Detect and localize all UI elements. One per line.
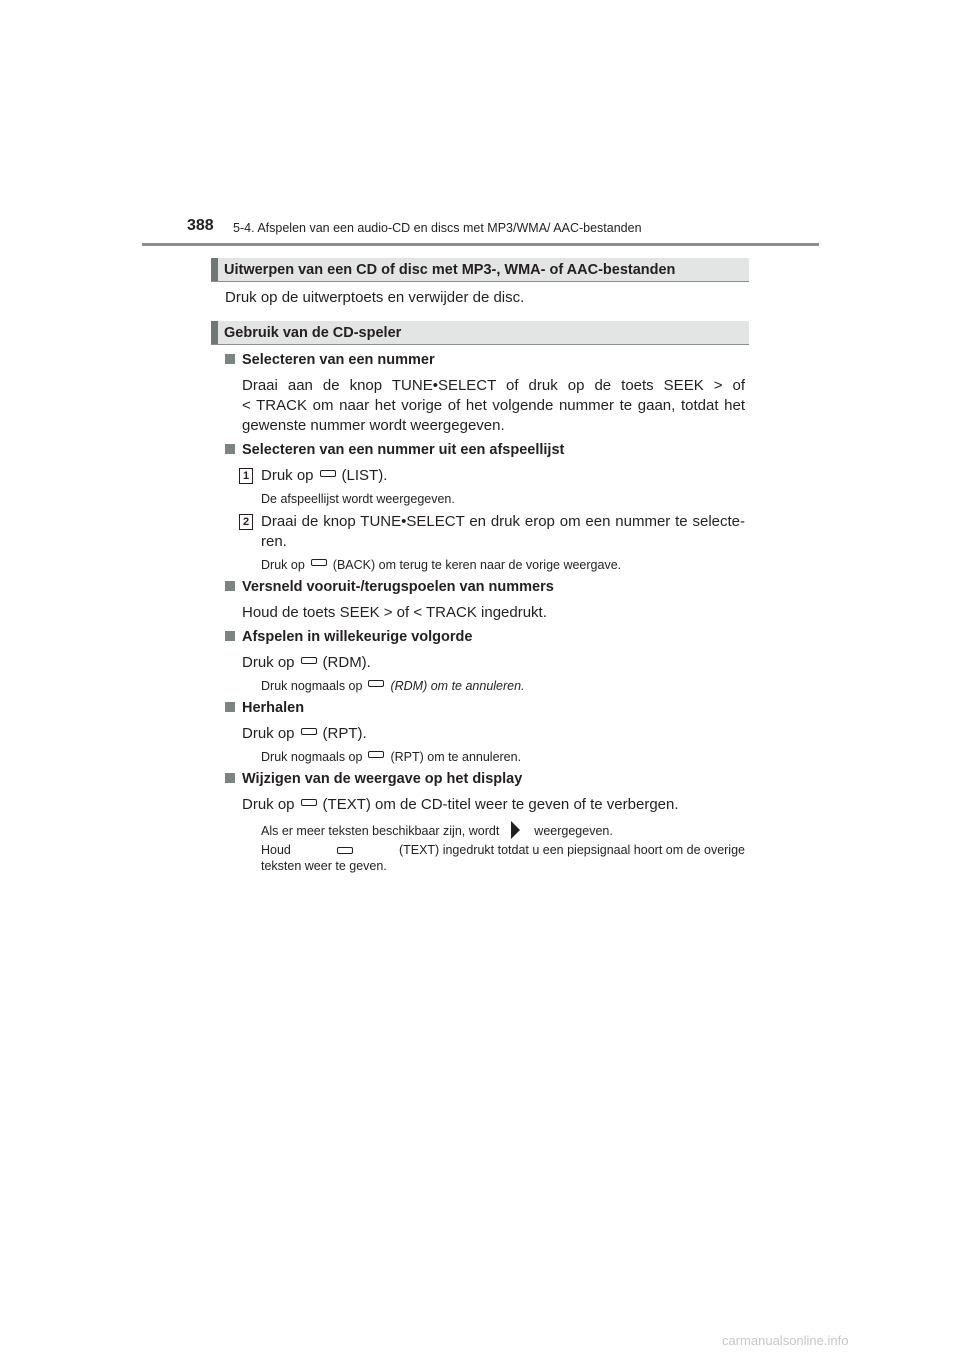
paragraph-line: < TRACK om naar het vorige of het volgende nummer te gaan, totdat het xyxy=(242,397,745,414)
square-bullet-icon xyxy=(225,581,235,591)
eject-body: Druk op de uitwerptoets en verwijder de disc. xyxy=(225,289,525,306)
note: De afspeellijst wordt weergegeven. xyxy=(261,492,455,506)
square-bullet-icon xyxy=(225,444,235,454)
square-bullet-icon xyxy=(225,354,235,364)
section-title: Uitwerpen van een CD of disc met MP3-, WMA- of AAC-bestanden xyxy=(224,262,676,278)
right-arrow-icon xyxy=(511,821,520,839)
button-icon xyxy=(311,559,327,566)
paragraph-line: Druk op (TEXT) om de CD-titel weer te geven of te verbergen. xyxy=(242,796,679,813)
square-bullet-icon xyxy=(225,773,235,783)
page-number: 388 xyxy=(187,217,214,234)
note: teksten weer te geven. xyxy=(261,859,387,873)
square-bullet-icon xyxy=(225,631,235,641)
bullet-heading: Selecteren van een nummer xyxy=(225,352,435,368)
header-rule xyxy=(142,243,819,246)
step-number-1: 1 xyxy=(239,468,253,484)
button-icon xyxy=(301,728,317,735)
button-icon xyxy=(368,751,384,758)
bullet-heading: Herhalen xyxy=(225,700,304,716)
bullet-heading: Selecteren van een nummer uit een afspeellijst xyxy=(225,442,564,458)
step-2-text: Draai de knop TUNE•SELECT en druk erop om een nummer te selecte- xyxy=(261,513,745,530)
section-heading-cd-player xyxy=(211,321,749,345)
button-icon xyxy=(320,470,336,477)
chapter-header: 5-4. Afspelen van een audio-CD en discs met MP3/WMA/ AAC-bestanden xyxy=(233,221,642,235)
paragraph-line: Druk op (RPT). xyxy=(242,725,367,742)
bullet-heading: Wijzigen van de weergave op het display xyxy=(225,771,522,787)
watermark: carmanualsonline.info xyxy=(722,1333,849,1348)
bullet-heading: Afspelen in willekeurige volgorde xyxy=(225,629,472,645)
note: Houd (TEXT) ingedrukt totdat u een piepsignaal hoort om de overige xyxy=(261,843,745,857)
note: Als er meer teksten beschikbaar zijn, wordt weergegeven. xyxy=(261,821,613,839)
note: Druk op (BACK) om terug te keren naar de vorige weergave. xyxy=(261,558,622,572)
paragraph-line: Houd de toets SEEK > of < TRACK ingedrukt. xyxy=(242,604,547,621)
section-title: Gebruik van de CD-speler xyxy=(224,325,402,341)
paragraph-line: gewenste nummer wordt weergegeven. xyxy=(242,417,505,434)
button-icon xyxy=(368,680,384,687)
bullet-heading: Versneld vooruit-/terugspoelen van nummers xyxy=(225,579,554,595)
paragraph-line: Draai aan de knop TUNE•SELECT of druk op de toets SEEK > of xyxy=(242,377,745,394)
step-1-text: Druk op (LIST). xyxy=(261,467,388,484)
note: Druk nogmaals op (RDM) om te annuleren. xyxy=(261,679,525,693)
paragraph-line: Druk op (RDM). xyxy=(242,654,371,671)
step-2-text: ren. xyxy=(261,533,287,550)
section-heading-eject xyxy=(211,258,749,282)
step-number-2: 2 xyxy=(239,514,253,530)
button-icon xyxy=(301,657,317,664)
button-icon xyxy=(337,847,353,854)
note: Druk nogmaals op (RPT) om te annuleren. xyxy=(261,750,522,764)
button-icon xyxy=(301,799,317,806)
square-bullet-icon xyxy=(225,702,235,712)
